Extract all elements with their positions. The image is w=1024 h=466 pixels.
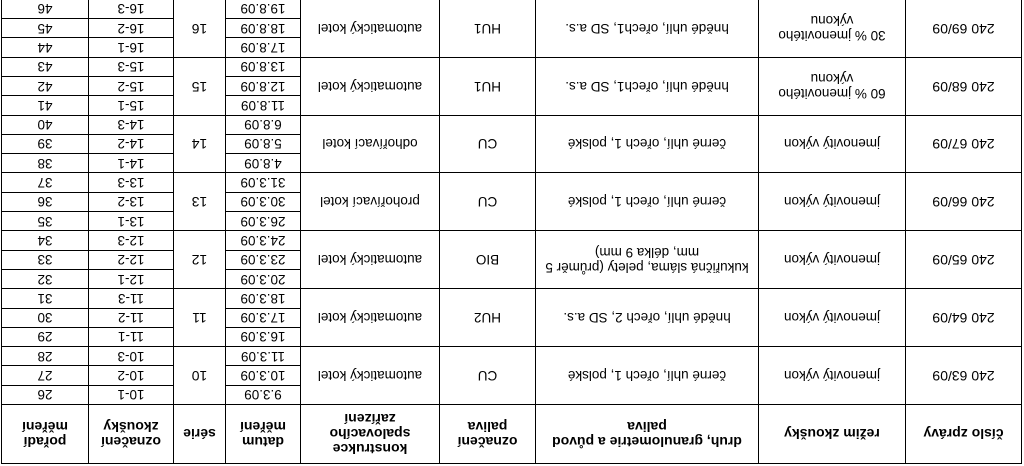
fuel-description-cell: kukuřičná sláma, pelety (průměr 5 mm, délka 9 mm) [536,231,759,289]
order-cell: 44 [2,38,89,57]
header-series: série [174,405,226,464]
test-code-cell: 14-2 [89,134,174,153]
measurement-date-cell: 16.3.09 [226,327,301,346]
table-row [2,327,1022,346]
header-mode: režim zkoušky [759,405,906,464]
device-type-cell: odhořívací kotel [301,115,440,173]
test-schedule-table [1,0,1022,464]
test-code-cell: 11-3 [89,289,174,308]
table-row [2,154,1022,173]
series-cell: 15 [174,57,226,115]
fuel-description-cell: hnědé uhlí, ořech 2, SD a.s. [536,289,759,347]
measurement-date-cell: 24.3.09 [226,231,301,250]
header-order: pořadí měření [2,405,89,464]
test-code-cell: 13-3 [89,173,174,192]
device-type-cell: automatický kotel [301,57,440,115]
order-cell: 32 [2,269,89,288]
test-code-cell: 10-3 [89,347,174,366]
test-mode-cell: jmenovitý výkon [759,289,906,347]
report-number-cell: 240 64/09 [906,289,1022,347]
fuel-code-cell: CU [440,115,536,173]
test-code-cell: 16-1 [89,38,174,57]
order-cell: 27 [2,366,89,385]
report-number-cell: 240 67/09 [906,115,1022,173]
table-row [2,38,1022,57]
test-code-cell: 11-2 [89,308,174,327]
test-code-cell: 12-1 [89,269,174,288]
table-row [2,385,1022,404]
measurement-date-cell: 30.3.09 [226,192,301,211]
measurement-date-cell: 31.3.09 [226,173,301,192]
measurement-date-cell: 20.3.09 [226,269,301,288]
device-type-cell: automatický kotel [301,231,440,289]
order-cell: 26 [2,385,89,404]
table-row [2,269,1022,288]
order-cell: 29 [2,327,89,346]
order-cell: 45 [2,19,89,38]
header-report-no: číslo zprávy [906,405,1022,464]
measurement-date-cell: 5.8.09 [226,134,301,153]
fuel-description-cell: hnědé uhlí, ořech1, SD a.s. [536,0,759,57]
header-device: konstrukce spalovacího zařízení [301,405,440,464]
test-mode-cell: 60 % jmenovitého výkonu [759,57,906,115]
order-cell: 38 [2,154,89,173]
series-cell: 14 [174,115,226,173]
table-body [2,0,1022,405]
measurement-date-cell: 6.8.09 [226,115,301,134]
measurement-date-cell: 23.3.09 [226,250,301,269]
order-cell: 43 [2,57,89,76]
table-row [2,96,1022,115]
series-cell: 11 [174,289,226,347]
fuel-description-cell: černé uhlí, ořech 1, polské [536,347,759,405]
header-fuel: druh, granulometrie a původ paliva [536,405,759,464]
series-cell: 10 [174,347,226,405]
order-cell: 30 [2,308,89,327]
measurement-date-cell: 26.3.09 [226,212,301,231]
fuel-code-cell: CU [440,347,536,405]
header-test-code: označení zkoušky [89,405,174,464]
order-cell: 31 [2,289,89,308]
series-cell: 13 [174,173,226,231]
measurement-date-cell: 18.3.09 [226,289,301,308]
device-type-cell: automatický kotel [301,347,440,405]
measurement-date-cell: 17.3.09 [226,308,301,327]
test-code-cell: 10-2 [89,366,174,385]
test-code-cell: 11-1 [89,327,174,346]
fuel-code-cell: BIO [440,231,536,289]
order-cell: 33 [2,250,89,269]
measurement-date-cell: 10.3.09 [226,366,301,385]
measurement-date-cell: 13.8.09 [226,57,301,76]
fuel-description-cell: černé uhlí, ořech 1, polské [536,115,759,173]
test-code-cell: 16-3 [89,0,174,19]
series-cell: 12 [174,231,226,289]
test-code-cell: 10-1 [89,385,174,404]
fuel-code-cell: CU [440,173,536,231]
header-date: datum měření [226,405,301,464]
test-mode-cell: jmenovitý výkon [759,347,906,405]
test-code-cell: 15-1 [89,96,174,115]
test-mode-cell: jmenovitý výkon [759,115,906,173]
test-mode-cell: jmenovitý výkon [759,173,906,231]
order-cell: 46 [2,0,89,19]
order-cell: 42 [2,76,89,95]
test-code-cell: 13-2 [89,192,174,211]
measurement-date-cell: 17.8.09 [226,38,301,57]
order-cell: 36 [2,192,89,211]
fuel-code-cell: HU1 [440,0,536,57]
test-code-cell: 16-2 [89,19,174,38]
order-cell: 40 [2,115,89,134]
measurement-date-cell: 4.8.09 [226,154,301,173]
test-code-cell: 12-2 [89,250,174,269]
series-cell: 16 [174,0,226,57]
order-cell: 28 [2,347,89,366]
order-cell: 35 [2,212,89,231]
fuel-description-cell: černé uhlí, ořech 1, polské [536,173,759,231]
measurement-date-cell: 18.8.09 [226,19,301,38]
device-type-cell: prohořívací kotel [301,173,440,231]
table-row [2,212,1022,231]
measurement-date-cell: 9.3.09 [226,385,301,404]
test-mode-cell: 30 % jmenovitého výkonu [759,0,906,57]
test-code-cell: 14-3 [89,115,174,134]
fuel-code-cell: HU2 [440,289,536,347]
test-code-cell: 14-1 [89,154,174,173]
report-number-cell: 240 69/09 [906,0,1022,57]
report-number-cell: 240 63/09 [906,347,1022,405]
test-code-cell: 15-3 [89,57,174,76]
order-cell: 34 [2,231,89,250]
fuel-description-cell: hnědé uhlí, ořech1, SD a.s. [536,57,759,115]
device-type-cell: automatický kotel [301,289,440,347]
header-fuel-code: označení paliva [440,405,536,464]
test-code-cell: 12-3 [89,231,174,250]
order-cell: 39 [2,134,89,153]
header-row [2,405,1022,464]
measurement-date-cell: 11.8.09 [226,96,301,115]
report-number-cell: 240 65/09 [906,231,1022,289]
order-cell: 37 [2,173,89,192]
test-mode-cell: jmenovitý výkon [759,231,906,289]
report-number-cell: 240 68/09 [906,57,1022,115]
measurement-date-cell: 19.8.09 [226,0,301,19]
measurement-date-cell: 11.3.09 [226,347,301,366]
fuel-code-cell: HU1 [440,57,536,115]
order-cell: 41 [2,96,89,115]
device-type-cell: automatický kotel [301,0,440,57]
test-code-cell: 15-2 [89,76,174,95]
test-code-cell: 13-1 [89,212,174,231]
report-number-cell: 240 66/09 [906,173,1022,231]
measurement-date-cell: 12.8.09 [226,76,301,95]
